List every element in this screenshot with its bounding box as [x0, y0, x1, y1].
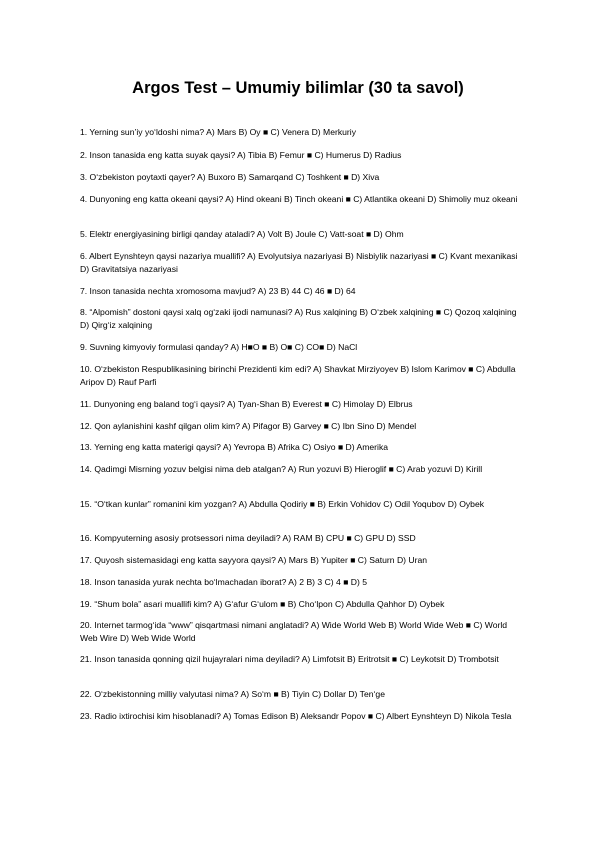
question-15: 15. “O‘tkan kunlar” romanini kim yozgan? A) Abdulla Qodiriy ■ B) Erkin Vohidov C) Odil Yoqubov D) Oybek [80, 499, 485, 509]
question-23: 23. Radio ixtirochisi kim hisoblanadi? A) Tomas Edison B) Aleksandr Popov ■ C) Albert Eynshteyn D) Nikola Tesla [80, 711, 512, 721]
question-16: 16. Kompyuterning asosiy protsessori nima deyiladi? A) RAM B) CPU ■ C) GPU D) SSD [80, 533, 416, 543]
question-7: 7. Inson tanasida nechta xromosoma mavjud? A) 23 B) 44 C) 46 ■ D) 64 [80, 286, 356, 296]
question-1: 1. Yerning sun’iy yo‘ldoshi nima? A) Mars B) Oy ■ C) Venera D) Merkuriy [80, 127, 356, 137]
question-12: 12. Qon aylanishini kashf qilgan olim kim? A) Pifagor B) Garvey ■ C) Ibn Sino D) Mendel [80, 421, 417, 431]
question-3: 3. O‘zbekiston poytaxti qayer? A) Buxoro B) Samarqand C) Toshkent ■ D) Xiva [80, 172, 380, 182]
question-8: 8. “Alpomish” dostoni qaysi xalq og‘zaki ijodi namunasi? A) Rus xalqining B) O‘zbek xalqining ■ C) Qozoq xalqining D) Qirg‘iz xalqining [80, 307, 517, 330]
question-11: 11. Dunyoning eng baland tog‘i qaysi? A) Tyan-Shan B) Everest ■ C) Himolay D) Elbrus [80, 399, 413, 409]
document-title: Argos Test – Umumiy bilimlar (30 ta savol) [132, 79, 464, 97]
question-10: 10. O‘zbekiston Respublikasining birinchi Prezidenti kim edi? A) Shavkat Mirziyoyev B) Islom Karimov ■ C) Abdulla Aripov D) Rauf Parfi [80, 364, 516, 387]
question-9: 9. Suvning kimyoviy formulasi qanday? A) H■O ■ B) O■ C) CO■ D) NaCl [80, 342, 358, 352]
question-19: 19. “Shum bola” asari muallifi kim? A) G‘afur G‘ulom ■ B) Cho‘lpon C) Abdulla Qahhor D) Oybek [80, 599, 445, 609]
question-17: 17. Quyosh sistemasidagi eng katta sayyora qaysi? A) Mars B) Yupiter ■ C) Saturn D) Uran [80, 555, 428, 565]
question-13: 13. Yerning eng katta materigi qaysi? A) Yevropa B) Afrika C) Osiyo ■ D) Amerika [80, 442, 389, 452]
question-4: 4. Dunyoning eng katta okeani qaysi? A) Hind okeani B) Tinch okeani ■ C) Atlantika okeani D) Shimoliy muz okeani [80, 194, 518, 204]
question-5: 5. Elektr energiyasining birligi qanday ataladi? A) Volt B) Joule C) Vatt-soat ■ D) Ohm [80, 229, 404, 239]
question-22: 22. O‘zbekistonning milliy valyutasi nima? A) So‘m ■ B) Tiyin C) Dollar D) Ten‘ge [80, 689, 385, 699]
question-21: 21. Inson tanasida qonning qizil hujayralari nima deyiladi? A) Limfotsit B) Eritrotsit ■ C) Leykotsit D) Trombotsit [80, 654, 499, 664]
question-2: 2. Inson tanasida eng katta suyak qaysi? A) Tibia B) Femur ■ C) Humerus D) Radius [80, 150, 402, 160]
question-14: 14. Qadimgi Misrning yozuv belgisi nima deb atalgan? A) Run yozuvi B) Hieroglif ■ C) Arab yozuvi D) Kirill [80, 464, 483, 474]
question-6: 6. Albert Eynshteyn qaysi nazariya muallifi? A) Evolyutsiya nazariyasi B) Nisbiylik nazariyasi ■ C) Kvant mexanikasi D) Gravitatsiya nazariyasi [80, 251, 518, 274]
question-18: 18. Inson tanasida yurak nechta bo‘lmachadan iborat? A) 2 B) 3 C) 4 ■ D) 5 [80, 577, 368, 587]
question-20: 20. Internet tarmog‘ida “www” qisqartmasi nimani anglatadi? A) Wide World Web B) World Wide Web ■ C) World Web Wire D) Web Wide World [80, 620, 508, 643]
